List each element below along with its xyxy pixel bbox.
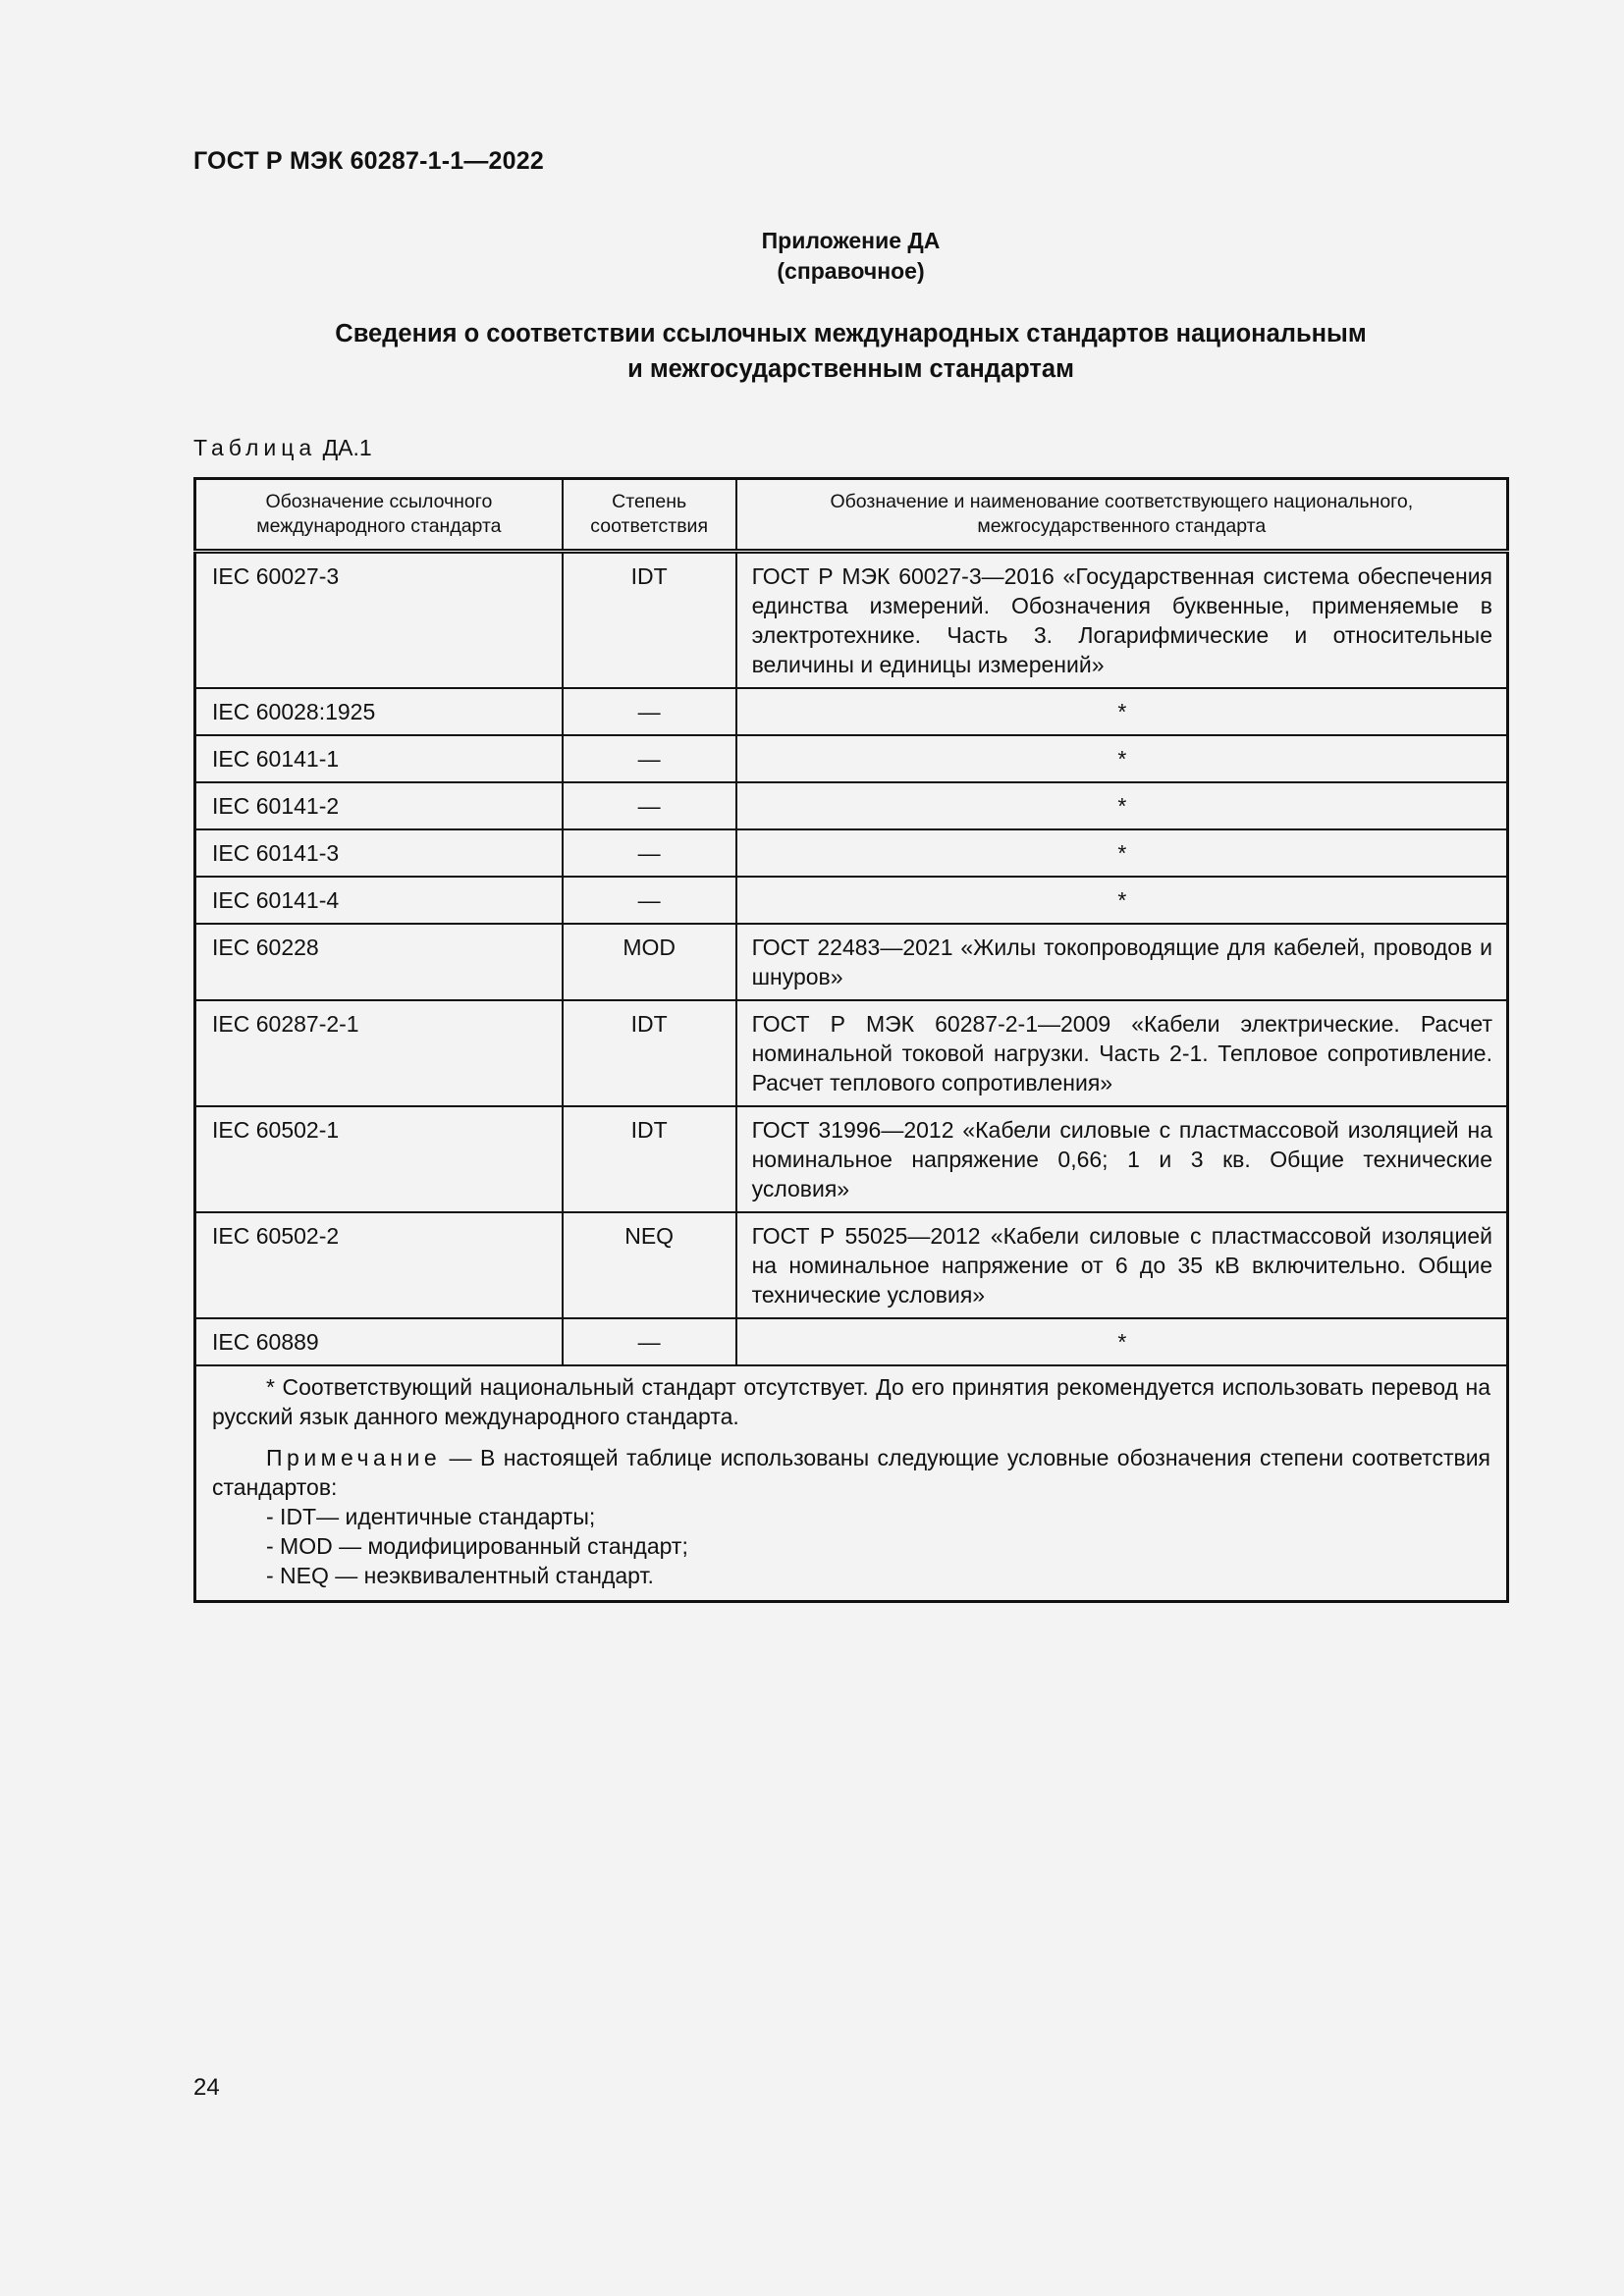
table-note: [212, 1443, 1490, 1502]
national-standard: *: [736, 877, 1508, 924]
legend-item: - NEQ — неэквивалентный стандарт.: [266, 1563, 654, 1588]
international-standard-code: IEC 60889: [195, 1318, 563, 1365]
international-standard-code: IEC 60141-4: [195, 877, 563, 924]
international-standard-code: IEC 60028:1925: [195, 688, 563, 735]
annex-kind: (справочное): [777, 258, 925, 284]
table-row: [195, 782, 1508, 829]
table-caption: [193, 435, 372, 461]
table-header-row: [195, 479, 1508, 552]
national-standard: ГОСТ 22483—2021 «Жилы токопроводящие для кабелей, проводов и шнуров»: [736, 924, 1508, 1000]
international-standard-code: IEC 60502-1: [195, 1106, 563, 1212]
national-standard: *: [736, 735, 1508, 782]
column-header-degree: Степень соответствия: [563, 479, 736, 552]
table-row: [195, 688, 1508, 735]
national-standard: *: [736, 1318, 1508, 1365]
annex-title: [193, 316, 1508, 387]
table-row: [195, 1000, 1508, 1106]
national-standard: *: [736, 782, 1508, 829]
correspondence-degree: —: [563, 829, 736, 877]
international-standard-code: IEC 60141-2: [195, 782, 563, 829]
table-row: [195, 735, 1508, 782]
international-standard-code: IEC 60141-3: [195, 829, 563, 877]
national-standard: *: [736, 688, 1508, 735]
column-header-international: Обозначение ссылочного международного стандарта: [195, 479, 563, 552]
international-standard-code: IEC 60502-2: [195, 1212, 563, 1318]
legend-item: - MOD — модифицированный стандарт;: [266, 1533, 688, 1559]
table-row: [195, 924, 1508, 1000]
international-standard-code: IEC 60027-3: [195, 552, 563, 689]
table-row: [195, 1318, 1508, 1365]
table-footer: [195, 1365, 1508, 1602]
international-standard-code: IEC 60141-1: [195, 735, 563, 782]
correspondence-degree: —: [563, 688, 736, 735]
document-code: ГОСТ Р МЭК 60287-1-1—2022: [193, 147, 544, 175]
correspondence-degree: —: [563, 877, 736, 924]
table-footer-row: [195, 1365, 1508, 1602]
annex-label: Приложение ДА: [761, 228, 941, 253]
legend-item: - IDT— идентичные стандарты;: [266, 1504, 596, 1529]
correspondence-degree: IDT: [563, 1106, 736, 1212]
national-standard: ГОСТ Р МЭК 60027-3—2016 «Государственная система обеспечения единства измерений. Обозначения буквенные, применяемые в электротехнике. Часть 3. Логарифмические и относительные величины и единицы измерений»: [736, 552, 1508, 689]
national-standard: ГОСТ 31996—2012 «Кабели силовые с пластмассовой изоляцией на номинальное напряжение 0,66; 1 и 3 кв. Общие технические условия»: [736, 1106, 1508, 1212]
table-footnote: * Соответствующий национальный стандарт отсутствует. До его принятия рекомендуется использовать перевод на русский язык данного международного стандарта.: [212, 1374, 1490, 1429]
international-standard-code: IEC 60287-2-1: [195, 1000, 563, 1106]
national-standard: ГОСТ Р 55025—2012 «Кабели силовые с пластмассовой изоляцией на номинальное напряжение от 6 до 35 кВ включительно. Общие технические условия»: [736, 1212, 1508, 1318]
table-row: [195, 1212, 1508, 1318]
table-row: [195, 552, 1508, 689]
correspondence-degree: MOD: [563, 924, 736, 1000]
correspondence-table: [193, 477, 1509, 1603]
annex-title-line-1: Сведения о соответствии ссылочных международных стандартов национальным: [335, 320, 1367, 347]
correspondence-degree: —: [563, 735, 736, 782]
table-caption-number: ДА.1: [322, 435, 372, 460]
table-caption-word: Таблица: [193, 435, 317, 460]
note-text: — В настоящей таблице использованы следующие условные обозначения степени соответствия стандартов:: [212, 1445, 1490, 1500]
international-standard-code: IEC 60228: [195, 924, 563, 1000]
table-row: [195, 829, 1508, 877]
correspondence-degree: —: [563, 782, 736, 829]
correspondence-degree: —: [563, 1318, 736, 1365]
correspondence-degree: IDT: [563, 1000, 736, 1106]
annex-title-line-2: и межгосударственным стандартам: [627, 355, 1074, 383]
table-row: [195, 1106, 1508, 1212]
page-number: 24: [193, 2074, 220, 2101]
national-standard: *: [736, 829, 1508, 877]
column-header-national: Обозначение и наименование соответствующего национального, межгосударственного стандарта: [736, 479, 1508, 552]
national-standard: ГОСТ Р МЭК 60287-2-1—2009 «Кабели электрические. Расчет номинальной токовой нагрузки. Часть 2-1. Тепловое сопротивление. Расчет теплового сопротивления»: [736, 1000, 1508, 1106]
annex-heading: [193, 226, 1508, 287]
correspondence-degree: NEQ: [563, 1212, 736, 1318]
correspondence-degree: IDT: [563, 552, 736, 689]
table-row: [195, 877, 1508, 924]
note-label: Примечание: [266, 1445, 442, 1470]
